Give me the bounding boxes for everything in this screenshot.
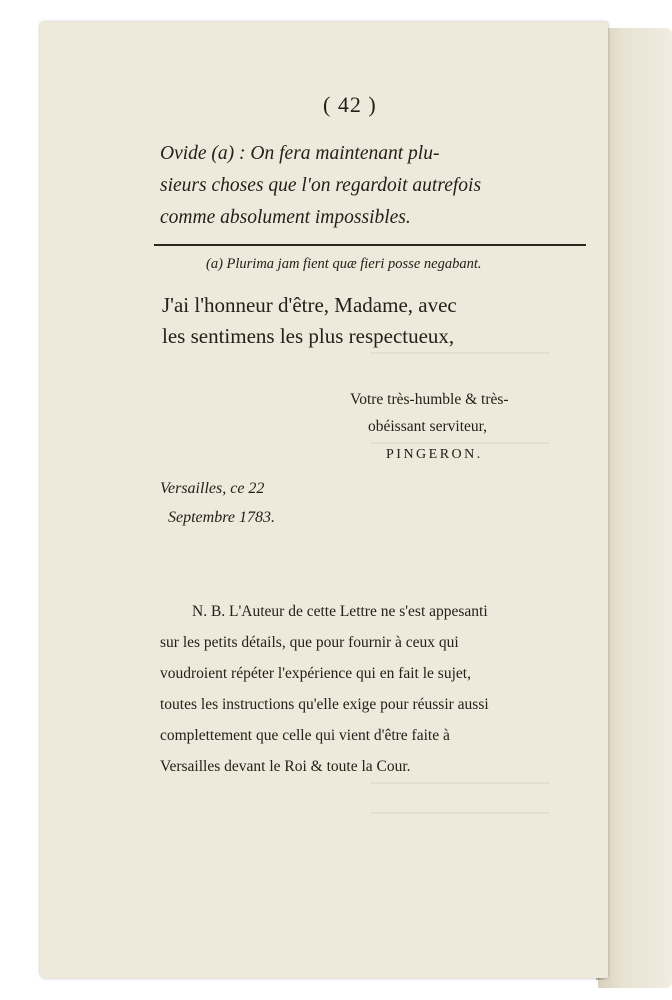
page-number: ( 42 ): [323, 92, 377, 117]
author-name: PINGERON.: [386, 447, 483, 462]
quote-line: comme absolument impossibles.: [160, 207, 411, 228]
footnote: (a) Plurima jam fient quæ fieri posse negabant.: [206, 256, 482, 272]
nota-bene-paragraph: [160, 596, 600, 782]
ovid-quote: [160, 138, 600, 234]
book-page: [40, 22, 608, 978]
closing-salutation: [162, 290, 602, 352]
adjacent-page-edge: [598, 28, 672, 988]
quote-line: sieurs choses que l'on regardoit autrefois: [160, 175, 482, 196]
signature-line: Votre très-humble & très-: [350, 391, 509, 408]
footnote-rule: [154, 244, 586, 246]
date-line: Septembre 1783.: [168, 509, 275, 526]
quote-line: Ovide (a) : On fera maintenant plu-: [160, 143, 440, 164]
show-through: [370, 812, 550, 814]
nb-line: sur les petits détails, que pour fournir à ceux qui: [160, 634, 459, 651]
nb-line: Versailles devant le Roi & toute la Cour.: [160, 758, 411, 775]
dateline: [160, 474, 360, 532]
signature-block: [350, 386, 590, 470]
nb-line: N. B. L'Auteur de cette Lettre ne s'est appesanti: [192, 603, 488, 620]
date-line: Versailles, ce 22: [160, 480, 265, 497]
nb-line: complettement que celle qui vient d'être faite à: [160, 727, 450, 744]
closing-line: J'ai l'honneur d'être, Madame, avec: [162, 293, 457, 317]
nb-line: voudroient répéter l'expérience qui en fait le sujet,: [160, 665, 471, 682]
show-through: [370, 782, 550, 784]
nb-line: toutes les instructions qu'elle exige pour réussir aussi: [160, 696, 489, 713]
closing-line: les sentimens les plus respectueux,: [162, 324, 455, 348]
show-through: [370, 352, 550, 354]
signature-line: obéissant serviteur,: [368, 418, 488, 435]
